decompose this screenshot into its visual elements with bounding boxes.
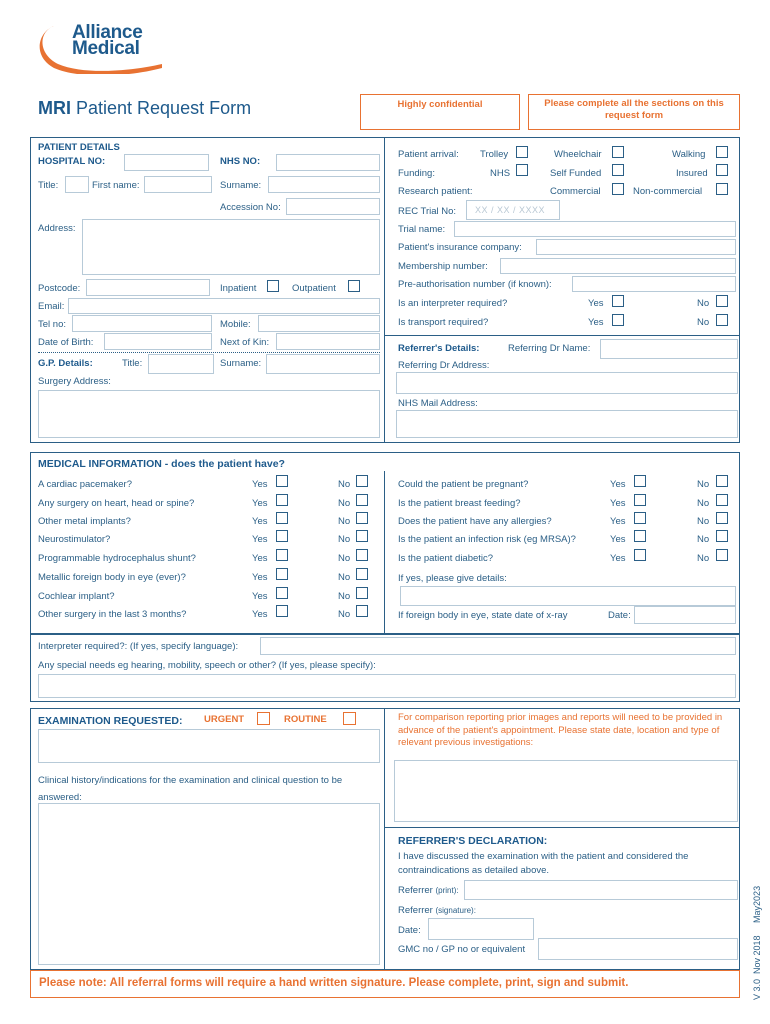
gp-details-label: G.P. Details:	[38, 358, 93, 369]
postcode-field[interactable]	[86, 279, 210, 296]
gmc-field[interactable]	[538, 938, 738, 960]
gp-divider	[38, 352, 380, 353]
non-commercial-label: Non-commercial	[633, 186, 703, 197]
medical-question-left: Programmable hydrocephalus shunt?	[38, 553, 196, 564]
medical-no-checkbox[interactable]	[356, 494, 368, 506]
wheelchair-checkbox[interactable]	[612, 146, 624, 158]
referrer-print-label	[398, 885, 459, 896]
medical-question-left: Any surgery on heart, head or spine?	[38, 498, 195, 509]
medical-question-left: Neurostimulator?	[38, 534, 111, 545]
medical-yes-checkbox[interactable]	[276, 549, 288, 561]
membership-field[interactable]	[500, 258, 736, 274]
medical-yes-checkbox[interactable]	[276, 512, 288, 524]
preauth-label: Pre-authorisation number (if known):	[398, 279, 552, 290]
medical-yes-label: Yes	[252, 591, 268, 602]
footer-note-box	[30, 970, 740, 998]
medical-question-right: Is the patient breast feeding?	[398, 498, 521, 509]
medical-yes-checkbox[interactable]	[276, 494, 288, 506]
email-label: Email:	[38, 301, 65, 312]
title-label: Title:	[38, 180, 59, 191]
medical-yes-label: Yes	[252, 572, 268, 583]
routine-checkbox[interactable]	[343, 712, 356, 725]
referring-dr-address-field[interactable]	[396, 372, 738, 394]
gp-surname-field[interactable]	[266, 354, 380, 374]
medical-yes-checkbox[interactable]	[634, 475, 646, 487]
if-yes-field[interactable]	[400, 586, 736, 606]
first-name-label: First name:	[92, 180, 140, 191]
patient-heading: PATIENT DETAILS	[38, 142, 120, 153]
medical-no-label: No	[697, 498, 710, 509]
nhs-mail-field[interactable]	[396, 410, 738, 438]
medical-no-checkbox[interactable]	[716, 475, 728, 487]
routine-label: ROUTINE	[284, 714, 327, 725]
medical-yes-checkbox[interactable]	[276, 568, 288, 580]
medical-no-label: No	[338, 534, 351, 545]
transport-no-checkbox[interactable]	[716, 314, 728, 326]
interpreter-yes-label: Yes	[588, 298, 604, 309]
trial-name-field[interactable]	[454, 221, 736, 237]
medical-question-left: Other metal implants?	[38, 516, 131, 527]
referrer-sig-a: Referrer	[398, 905, 433, 916]
medical-no-checkbox[interactable]	[356, 549, 368, 561]
referrer-print-field[interactable]	[464, 880, 738, 900]
interpreter-no-checkbox[interactable]	[716, 295, 728, 307]
foreign-body-label: If foreign body in eye, state date of x-ray	[398, 610, 568, 621]
urgent-checkbox[interactable]	[257, 712, 270, 725]
medical-yes-label: Yes	[610, 479, 626, 490]
medical-yes-label: Yes	[252, 516, 268, 527]
medical-yes-checkbox[interactable]	[634, 530, 646, 542]
footer-note: Please note: All referral forms will require a hand written signature. Please complete, print, sign and submit.	[39, 977, 629, 989]
medical-no-label: No	[697, 534, 710, 545]
medical-no-label: No	[338, 516, 351, 527]
medical-no-label: No	[697, 516, 710, 527]
insured-label: Insured	[676, 168, 708, 179]
version-label: V 3.0 Nov 2018 May2023	[752, 885, 762, 1000]
medical-no-checkbox[interactable]	[356, 605, 368, 617]
medical-yes-label: Yes	[252, 498, 268, 509]
medical-no-label: No	[338, 479, 351, 490]
gmc-label: GMC no / GP no or equivalent	[398, 944, 526, 955]
trolley-checkbox[interactable]	[516, 146, 528, 158]
page-title	[38, 98, 251, 119]
transport-no-label: No	[697, 317, 710, 328]
complete-box	[528, 94, 740, 130]
medical-question-left: Other surgery in the last 3 months?	[38, 609, 187, 620]
medical-yes-label: Yes	[610, 516, 626, 527]
tel-label: Tel no:	[38, 319, 66, 330]
nhs-no-label: NHS NO:	[220, 156, 261, 167]
medical-no-checkbox[interactable]	[356, 512, 368, 524]
outpatient-checkbox[interactable]	[348, 280, 360, 292]
rec-trial-placeholder: XX / XX / XXXX	[475, 205, 546, 215]
referrer-sig-b: (signature):	[435, 906, 476, 915]
rec-trial-label: REC Trial No:	[398, 206, 457, 217]
interpreter-no-label: No	[697, 298, 710, 309]
exam-requested-field[interactable]	[38, 729, 380, 763]
next-of-kin-label: Next of Kin:	[220, 337, 270, 348]
referring-dr-name-label: Referring Dr Name:	[508, 343, 591, 354]
accession-no-label: Accession No:	[220, 202, 281, 213]
address-label: Address:	[38, 223, 76, 234]
medical-yes-label: Yes	[252, 609, 268, 620]
medical-question-right: Is the patient an infection risk (eg MRSA)?	[398, 534, 576, 545]
medical-heading: MEDICAL INFORMATION - does the patient have?	[38, 458, 285, 470]
medical-yes-checkbox[interactable]	[276, 475, 288, 487]
logo-line-1: Alliance	[72, 22, 143, 43]
hospital-no-label: HOSPITAL NO:	[38, 156, 106, 167]
insured-checkbox[interactable]	[716, 164, 728, 176]
medical-divider	[384, 471, 385, 634]
rec-trial-field[interactable]	[466, 200, 560, 220]
declaration-divider	[385, 827, 740, 828]
transport-yes-checkbox[interactable]	[612, 314, 624, 326]
inpatient-checkbox[interactable]	[267, 280, 279, 292]
clinical-history-field[interactable]	[38, 803, 380, 965]
first-name-field[interactable]	[144, 176, 212, 193]
medical-yes-checkbox[interactable]	[276, 587, 288, 599]
medical-no-checkbox[interactable]	[716, 530, 728, 542]
declaration-text: I have discussed the examination with the patient and considered the contraindications as detailed above.	[398, 851, 689, 876]
medical-question-right: Is the patient diabetic?	[398, 553, 494, 564]
medical-yes-label: Yes	[610, 534, 626, 545]
medical-no-label: No	[697, 553, 710, 564]
transport-question: Is transport required?	[398, 317, 489, 328]
referring-dr-name-field[interactable]	[600, 339, 738, 359]
commercial-checkbox[interactable]	[612, 183, 624, 195]
surname-field[interactable]	[268, 176, 380, 193]
medical-yes-checkbox[interactable]	[634, 494, 646, 506]
xray-date-label: Date:	[608, 610, 631, 621]
exam-divider	[384, 708, 385, 970]
referring-dr-address-label: Referring Dr Address:	[398, 360, 490, 371]
insurance-company-field[interactable]	[536, 239, 736, 255]
nhs-checkbox[interactable]	[516, 164, 528, 176]
funding-label: Funding:	[398, 168, 435, 179]
referrer-print-a: Referrer	[398, 885, 433, 896]
interpreter-question: Is an interpreter required?	[398, 298, 508, 309]
research-label: Research patient:	[398, 186, 473, 197]
medical-no-checkbox[interactable]	[716, 512, 728, 524]
tel-field[interactable]	[72, 315, 212, 332]
comparison-note: For comparison reporting prior images and reports will need to be provided in advance of the patient's appointment. Please state date, location and type of relevant previous investigations:	[398, 712, 723, 748]
next-of-kin-field[interactable]	[276, 333, 380, 350]
medical-yes-label: Yes	[252, 534, 268, 545]
commercial-label: Commercial	[550, 186, 601, 197]
medical-no-checkbox[interactable]	[356, 530, 368, 542]
trial-name-label: Trial name:	[398, 224, 446, 235]
medical-question-left: A cardiac pacemaker?	[38, 479, 132, 490]
alliance-medical-logo	[36, 24, 166, 74]
medical-yes-label: Yes	[252, 553, 268, 564]
membership-label: Membership number:	[398, 261, 488, 272]
title-rest: Patient Request Form	[71, 98, 252, 118]
medical-no-checkbox[interactable]	[356, 587, 368, 599]
complete-note: Please complete all the sections on this request form	[544, 98, 724, 121]
interpreter-language-label: Interpreter required?: (If yes, specify language):	[38, 641, 239, 652]
referrer-divider	[385, 335, 740, 336]
section-divider	[384, 137, 385, 443]
mobile-label: Mobile:	[220, 319, 251, 330]
declaration-heading: REFERRER'S DECLARATION:	[398, 835, 548, 847]
medical-yes-checkbox[interactable]	[276, 605, 288, 617]
referrer-print-b: (print):	[435, 886, 459, 895]
medical-yes-label: Yes	[610, 553, 626, 564]
surname-label: Surname:	[220, 180, 262, 191]
medical-no-label: No	[338, 609, 351, 620]
patient-arrival-label: Patient arrival:	[398, 149, 459, 160]
dob-label: Date of Birth:	[38, 337, 94, 348]
comparison-field[interactable]	[394, 760, 738, 822]
self-funded-checkbox[interactable]	[612, 164, 624, 176]
medical-no-label: No	[697, 479, 710, 490]
if-yes-label: If yes, please give details:	[398, 573, 507, 584]
referrer-details-label: Referrer's Details:	[398, 343, 480, 354]
hospital-no-field[interactable]	[124, 154, 209, 171]
accession-no-field[interactable]	[286, 198, 380, 215]
medical-no-label: No	[338, 498, 351, 509]
medical-no-checkbox[interactable]	[356, 568, 368, 580]
medical-question-left: Cochlear implant?	[38, 591, 115, 602]
nhs-no-field[interactable]	[276, 154, 380, 171]
nhs-label: NHS	[490, 168, 511, 179]
medical-yes-checkbox[interactable]	[634, 512, 646, 524]
special-needs-field[interactable]	[38, 674, 736, 698]
gp-surname-label: Surname:	[220, 358, 262, 369]
medical-yes-checkbox[interactable]	[634, 549, 646, 561]
medical-yes-checkbox[interactable]	[276, 530, 288, 542]
declaration-date-field[interactable]	[428, 918, 534, 940]
address-field[interactable]	[82, 219, 380, 275]
mobile-field[interactable]	[258, 315, 380, 332]
clinical-history-label: Clinical history/indications for the examination and clinical question to be answered:	[38, 775, 343, 803]
title-bold: MRI	[38, 98, 71, 118]
medical-question-right: Does the patient have any allergies?	[398, 516, 552, 527]
medical-no-label: No	[338, 572, 351, 583]
urgent-label: URGENT	[204, 714, 245, 725]
declaration-date-label: Date:	[398, 925, 421, 936]
confidential-note: Highly confidential	[397, 99, 483, 110]
nhs-mail-label: NHS Mail Address:	[398, 398, 478, 409]
self-funded-label: Self Funded	[550, 168, 602, 179]
dob-field[interactable]	[104, 333, 212, 350]
special-needs-label: Any special needs eg hearing, mobility, speech or other? (If yes, please specify):	[38, 660, 376, 671]
confidential-box	[360, 94, 520, 130]
outpatient-label: Outpatient	[292, 283, 336, 294]
surgery-address-label: Surgery Address:	[38, 376, 111, 387]
medical-no-label: No	[338, 591, 351, 602]
interpreter-language-field[interactable]	[260, 637, 736, 655]
surgery-address-field[interactable]	[38, 390, 380, 438]
walking-label: Walking	[672, 149, 706, 160]
walking-checkbox[interactable]	[716, 146, 728, 158]
gp-title-label: Title:	[122, 358, 143, 369]
medical-no-checkbox[interactable]	[356, 475, 368, 487]
medical-no-checkbox[interactable]	[716, 494, 728, 506]
exam-heading: EXAMINATION REQUESTED:	[38, 715, 183, 727]
medical-yes-label: Yes	[252, 479, 268, 490]
trolley-label: Trolley	[480, 149, 509, 160]
xray-date-field[interactable]	[634, 606, 736, 624]
non-commercial-checkbox[interactable]	[716, 183, 728, 195]
interpreter-yes-checkbox[interactable]	[612, 295, 624, 307]
medical-no-label: No	[338, 553, 351, 564]
logo-line-2: Medical	[72, 38, 140, 59]
gp-title-field[interactable]	[148, 354, 214, 374]
postcode-label: Postcode:	[38, 283, 81, 294]
inpatient-label: Inpatient	[220, 283, 257, 294]
medical-yes-label: Yes	[610, 498, 626, 509]
medical-no-checkbox[interactable]	[716, 549, 728, 561]
medical-question-left: Metallic foreign body in eye (ever)?	[38, 572, 186, 583]
insurance-company-label: Patient's insurance company:	[398, 242, 522, 253]
medical-question-right: Could the patient be pregnant?	[398, 479, 529, 490]
email-field[interactable]	[68, 298, 380, 314]
wheelchair-label: Wheelchair	[554, 149, 602, 160]
referrer-signature-label	[398, 905, 476, 916]
transport-yes-label: Yes	[588, 317, 604, 328]
preauth-field[interactable]	[572, 276, 736, 292]
title-field[interactable]	[65, 176, 89, 193]
